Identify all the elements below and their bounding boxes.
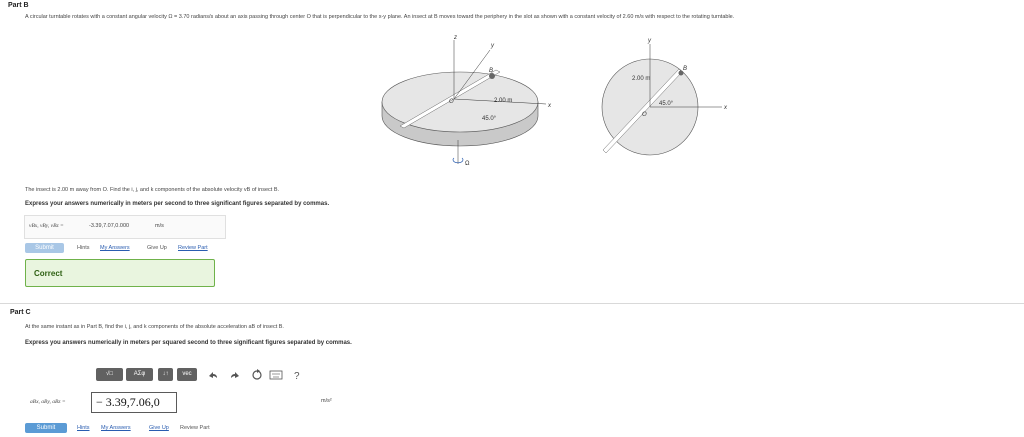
part-c-submit-button[interactable]: Submit xyxy=(25,423,67,433)
part-c-my-answers-link[interactable]: My Answers xyxy=(101,425,131,431)
part-b-answer-box xyxy=(24,215,226,239)
part-b-my-answers-link[interactable]: My Answers xyxy=(100,245,130,251)
part-b-question: The insect is 2.00 m away from O. Find the i, j, and k components of the absolute velocity vB of insect B. xyxy=(25,187,280,193)
part-b-submit-button[interactable]: Submit xyxy=(25,243,64,253)
part-c-answer-label: aBx, aBy, aBz = xyxy=(30,399,66,405)
correct-feedback: Correct xyxy=(25,259,215,287)
top-y-label: y xyxy=(648,38,651,44)
top-angle-label: 45.0° xyxy=(659,101,674,107)
insect-label: B xyxy=(489,68,494,74)
part-c-review-part-link[interactable]: Review Part xyxy=(180,425,210,431)
reset-icon[interactable] xyxy=(253,369,261,379)
part-c-title: Part C xyxy=(10,309,31,316)
part-c-question: At the same instant as in Part B, find the i, j, and k components of the absolute acceleration aB of insect B. xyxy=(25,324,284,330)
origin-label: O xyxy=(449,99,454,105)
omega-label: Ω xyxy=(465,161,470,167)
top-origin-label: O xyxy=(642,112,647,118)
redo-icon[interactable] xyxy=(231,372,239,378)
turntable-figure xyxy=(370,32,750,172)
part-c-answer-input[interactable]: − 3.39,7.06,0 xyxy=(91,392,177,413)
top-x-label: x xyxy=(724,105,727,111)
part-c-instruction: Express you answers numerically in meters per squared second to three significant figures separated by commas. xyxy=(25,340,352,346)
distance-label: 2.00 m xyxy=(494,98,513,104)
top-distance-label: 2.00 m xyxy=(632,76,651,82)
part-c-give-up-link[interactable]: Give Up xyxy=(149,425,169,431)
undo-icon[interactable] xyxy=(209,372,217,378)
part-b-answer-unit: m/s xyxy=(155,223,164,229)
subscript-button[interactable]: ↓↑ xyxy=(158,368,173,381)
vector-button[interactable]: vec xyxy=(177,368,197,381)
axis-z-label: z xyxy=(454,35,457,41)
part-b-answer-value: -3.39,7.07,0.000 xyxy=(89,223,130,229)
templates-button[interactable]: √□ xyxy=(96,368,123,381)
angle-label: 45.0° xyxy=(482,116,497,122)
turntable-top-view xyxy=(602,38,728,155)
part-c-hints-link[interactable]: Hints xyxy=(77,425,90,431)
symbols-button[interactable]: ΑΣφ xyxy=(126,368,153,381)
toolbar-icons xyxy=(206,368,306,382)
part-b-hints-link[interactable]: Hints xyxy=(77,245,90,251)
part-b-answer-label: vBx, vBy, vBz = xyxy=(29,223,64,229)
problem-statement: A circular turntable rotates with a constant angular velocity Ω = 3.70 radians/s about an axis passing through center O that is perpendicular to the x-y plane. An insect at B moves toward the periphery in the slot as shown with a constant velocity of 2.60 m/s with respect to the rotating turntable. xyxy=(25,14,735,20)
keyboard-icon[interactable] xyxy=(270,371,282,379)
part-b-review-part-link[interactable]: Review Part xyxy=(178,245,208,251)
axis-x-label: x xyxy=(548,103,551,109)
part-b-instruction: Express your answers numerically in meters per second to three significant figures separated by commas. xyxy=(25,201,330,207)
part-b-title: Part B xyxy=(8,2,29,9)
help-icon[interactable] xyxy=(294,371,300,382)
svg-text:?: ? xyxy=(294,371,300,382)
turntable-perspective xyxy=(382,35,552,167)
axis-y-label: y xyxy=(491,43,494,49)
section-divider xyxy=(0,303,1024,304)
part-b-give-up-link[interactable]: Give Up xyxy=(147,245,167,251)
part-c-answer-unit: m/s² xyxy=(321,398,332,404)
top-insect-label: B xyxy=(683,66,688,72)
